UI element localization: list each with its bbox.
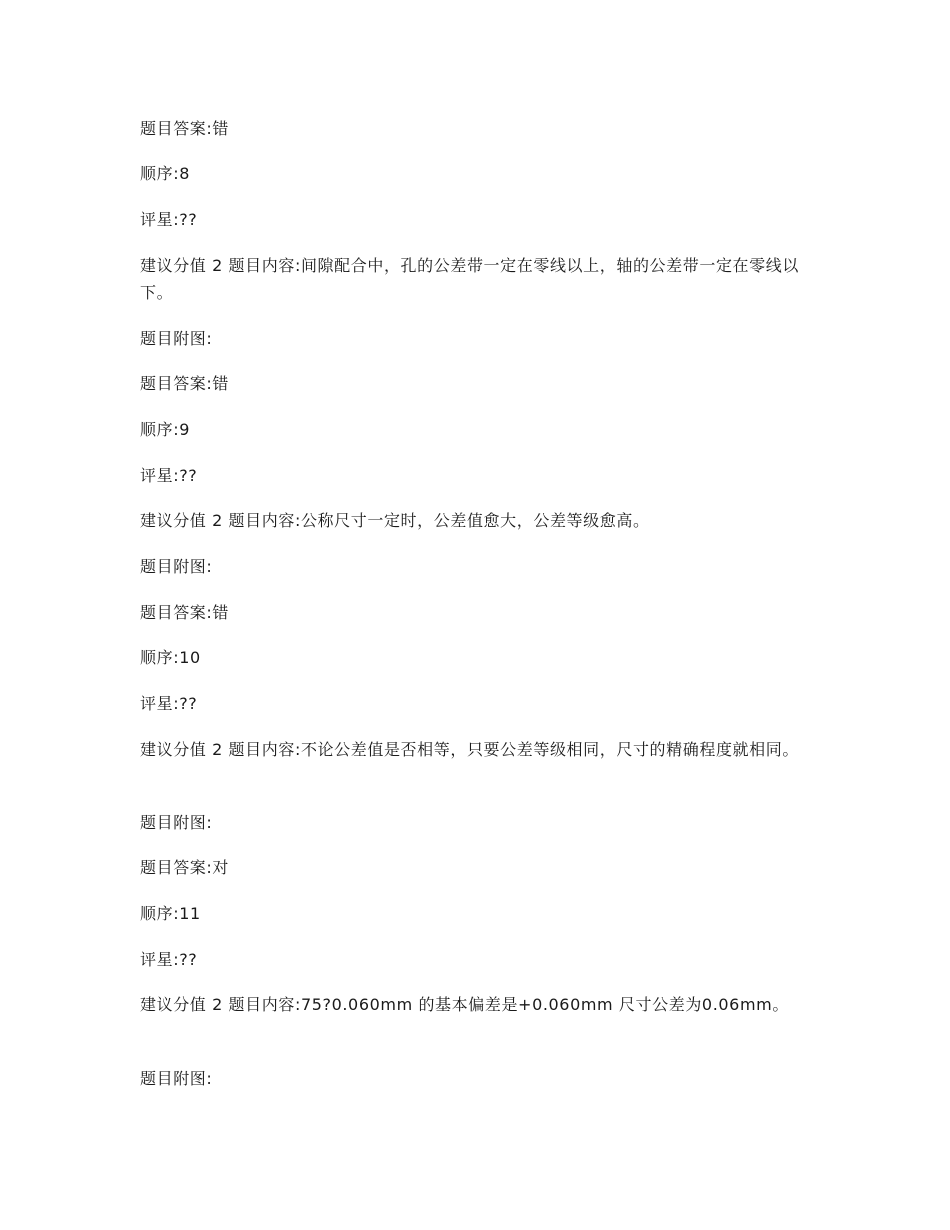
answer-line: 题目答案:错	[140, 374, 229, 393]
rating-line: 评星:??	[140, 466, 198, 485]
rating-line: 评星:??	[140, 210, 198, 229]
answer-line: 题目答案:错	[140, 119, 229, 138]
figure-line: 题目附图:	[140, 1069, 213, 1088]
question-content-line: 建议分值 2 题目内容:公称尺寸一定时，公差值愈大，公差等级愈高。	[140, 511, 650, 530]
answer-line: 题目答案:对	[140, 858, 229, 877]
order-line: 顺序:9	[140, 420, 190, 439]
question-content-line: 建议分值 2 题目内容:间隙配合中，孔的公差带一定在零线以上，轴的公差带一定在零线以下。	[140, 256, 799, 302]
order-line: 顺序:10	[140, 648, 201, 667]
figure-line: 题目附图:	[140, 329, 213, 348]
rating-line: 评星:??	[140, 950, 198, 969]
rating-line: 评星:??	[140, 694, 198, 713]
question-content-line: 建议分值 2 题目内容:75?0.060mm 的基本偏差是+0.060mm 尺寸公差为0.06mm。	[140, 995, 789, 1014]
question-content-line: 建议分值 2 题目内容:不论公差值是否相等，只要公差等级相同，尺寸的精确程度就相同。	[140, 740, 799, 759]
figure-line: 题目附图:	[140, 813, 213, 832]
answer-line: 题目答案:错	[140, 603, 229, 622]
order-line: 顺序:11	[140, 904, 201, 923]
figure-line: 题目附图:	[140, 557, 213, 576]
order-line: 顺序:8	[140, 164, 190, 183]
